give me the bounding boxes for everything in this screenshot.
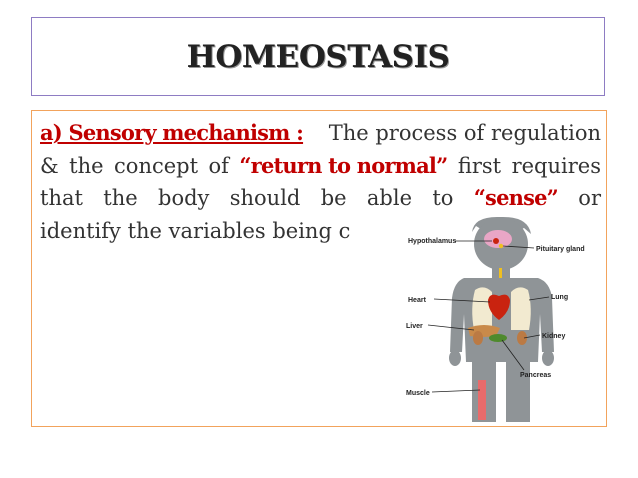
label-pituitary: Pituitary gland: [536, 246, 585, 253]
word: the: [103, 186, 138, 210]
word: of: [208, 153, 229, 178]
emphasis-return-to-normal: “return to normal”: [239, 152, 448, 178]
right-lung-shape: [511, 287, 531, 330]
word: able: [366, 186, 413, 210]
label-lung: Lung: [551, 294, 569, 301]
word: first: [457, 153, 502, 178]
muscle-shape: [478, 380, 486, 420]
section-heading: a) Sensory mechanism :: [40, 120, 304, 145]
label-pancreas: Pancreas: [520, 372, 552, 379]
word: to: [432, 186, 454, 210]
paragraph-line-2: [40, 150, 601, 183]
title-box: [31, 17, 605, 96]
organ-diagram-svg: [404, 212, 604, 424]
word: requires: [511, 153, 601, 178]
word: be: [320, 186, 347, 210]
pituitary-shape: [499, 244, 503, 248]
label-hypothalamus: Hypothalamus: [408, 238, 457, 245]
line4-text: identify the variables being c: [40, 218, 351, 243]
left-kidney-shape: [473, 331, 483, 345]
left-lung-shape: [472, 287, 492, 330]
word: that: [40, 186, 83, 210]
right-leg: [506, 362, 530, 422]
word: should: [229, 186, 301, 210]
label-kidney: Kidney: [542, 333, 566, 340]
word: &: [40, 153, 59, 178]
label-heart: Heart: [408, 297, 426, 304]
word: or: [578, 186, 601, 210]
homeostasis-organ-diagram: [404, 212, 604, 424]
hypothalamus-shape: [493, 238, 499, 244]
emphasis-sense: “sense”: [473, 185, 558, 210]
slide-title: HOMEOSTASIS: [186, 38, 450, 75]
word: concept: [114, 153, 199, 178]
word: the: [69, 153, 104, 178]
right-hand: [542, 350, 554, 366]
label-liver: Liver: [406, 323, 423, 330]
paragraph-line-1: [40, 117, 601, 150]
torso-shape: [450, 278, 554, 362]
pancreas-shape: [489, 334, 507, 342]
line1-text: The process of regulation: [328, 121, 601, 145]
paragraph-line-3: [40, 182, 601, 215]
label-muscle: Muscle: [406, 390, 430, 397]
left-hand: [449, 350, 461, 366]
word: body: [158, 186, 210, 210]
